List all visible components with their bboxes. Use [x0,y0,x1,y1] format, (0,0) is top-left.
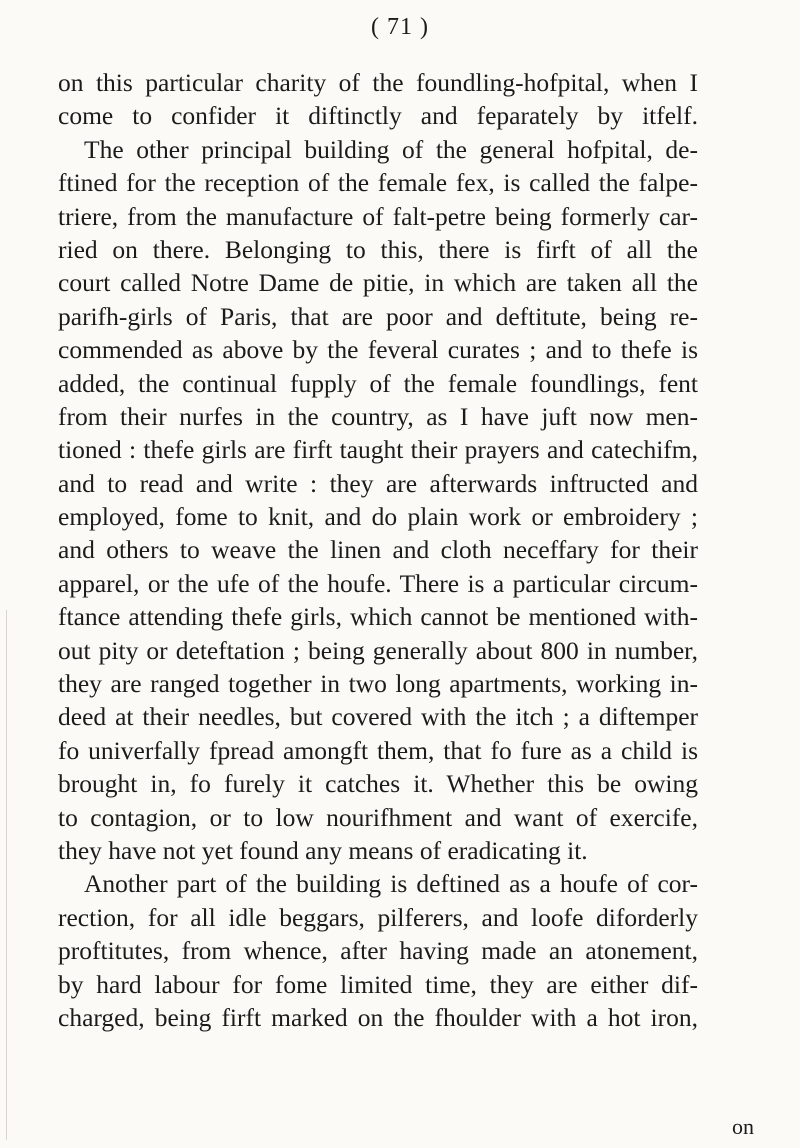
text-line: and others to weave the linen and cloth neceffary for their [58,535,698,565]
text-line: The other principal building of the general hofpital, de- [84,134,698,164]
text-line: charged, being firft marked on the fhoulder with a hot iron, [58,1002,698,1032]
text-line: parifh-girls of Paris, that are poor and deftitute, being re- [58,301,698,331]
body-text [58,66,698,1034]
text-line: tioned : thefe girls are firft taught their prayers and catechifm, [58,435,698,465]
text-line: apparel, or the ufe of the houfe. There is a particular circum- [58,568,698,598]
text-line: on this particular charity of the foundling-hofpital, when I [58,68,698,97]
catchword: on [732,1114,754,1139]
text-line: brought in, fo furely it catches it. Whether this be owing [58,769,698,799]
text-line: come to confider it diftinctly and feparately by itfelf. [58,101,698,131]
text-line: fo univerfally fpread amongft them, that fo fure as a child is [58,735,698,765]
text-line: by hard labour for fome limited time, they are either dif- [58,969,698,999]
text-line: commended as above by the feveral curates ; and to thefe is [58,335,698,365]
text-line: added, the continual fupply of the female foundlings, fent [58,368,698,398]
text-line: ried on there. Belonging to this, there is firft of all the [58,234,698,264]
page-edge-shadow [6,610,7,1140]
text-line: and to read and write : they are afterwards inftructed and [58,468,698,498]
text-line: rection, for all idle beggars, pilferers, and loofe diforderly [58,902,698,932]
text-line: they are ranged together in two long apartments, working in- [58,669,698,699]
text-line: court called Notre Dame de pitie, in which are taken all the [58,268,698,298]
text-line: triere, from the manufacture of falt-petre being formerly car- [58,201,698,231]
text-line: ftined for the reception of the female fex, is called the falpe- [58,168,698,198]
text-line: deed at their needles, but covered with the itch ; a diftemper [58,702,698,732]
text-line: to contagion, or to low nourifhment and want of exercife, [58,802,698,832]
text-line: from their nurfes in the country, as I have juft now men- [58,401,698,431]
page-number: ( 71 ) [371,14,429,40]
text-line: ftance attending thefe girls, which cannot be mentioned with- [58,602,698,632]
text-line: employed, fome to knit, and do plain work or embroidery ; [58,502,698,532]
text-line: Another part of the building is deftined as a houfe of cor- [84,869,698,899]
text-line: they have not yet found any means of eradicating it. [58,835,588,865]
text-line: out pity or deteftation ; being generally about 800 in number, [58,635,698,665]
text-line: proftitutes, from whence, after having made an atonement, [58,936,698,966]
